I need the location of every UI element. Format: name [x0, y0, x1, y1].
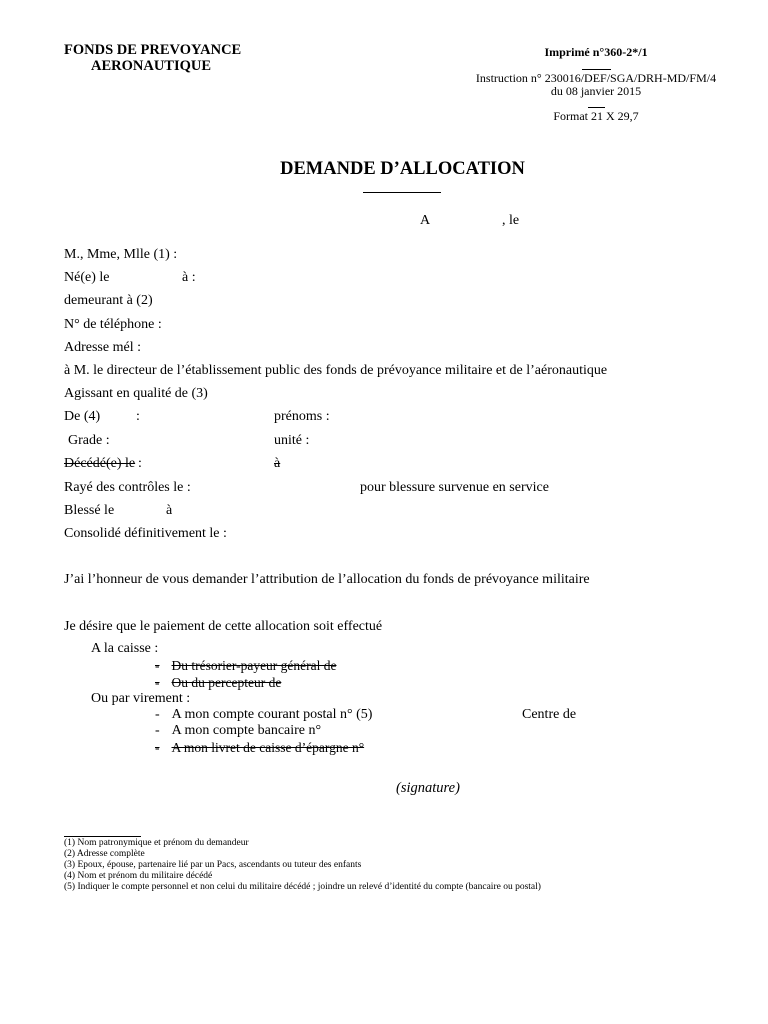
- list-dash: -: [155, 723, 160, 738]
- organization-name: [64, 42, 241, 74]
- request-text: J’ai l’honneur de vous demander l’attribution de l’allocation du fonds de prévoyance militaire: [64, 572, 590, 587]
- divider: [588, 107, 605, 108]
- cash-label: A la caisse :: [91, 641, 159, 656]
- transfer-option: [155, 740, 364, 756]
- footnote-separator: [64, 836, 141, 837]
- wounded-place-field: à: [166, 503, 173, 518]
- footnotes: [64, 838, 541, 893]
- deceased-place-field: à: [274, 456, 281, 471]
- footnote: (1) Nom patronymique et prénom du demandeur: [64, 838, 249, 848]
- place-label: A: [420, 213, 431, 228]
- instruction-number: Instruction n° 230016/DEF/SGA/DRH-MD/FM/4: [475, 71, 717, 85]
- transfer-option-label: A mon livret de caisse d’épargne n°: [171, 740, 365, 755]
- birth-date-field: Né(e) le: [64, 270, 110, 285]
- list-dash: -: [155, 675, 160, 690]
- footnote: (3) Epoux, épouse, partenaire lié par un Pacs, ascendants ou tuteur des enfants: [64, 860, 362, 870]
- instruction-date: du 08 janvier 2015: [550, 84, 642, 98]
- footnote: (2) Adresse complète: [64, 849, 145, 859]
- civility-field: M., Mme, Mlle (1) :: [64, 247, 178, 262]
- deceased-name-colon: :: [136, 409, 140, 424]
- title-underline: [363, 192, 441, 193]
- injury-note: pour blessure survenue en service: [360, 480, 549, 495]
- list-dash: -: [155, 707, 160, 722]
- acting-as-field: Agissant en qualité de (3): [64, 386, 208, 401]
- signature-label: (signature): [396, 780, 460, 796]
- deceased-date-colon: :: [138, 456, 142, 471]
- postal-centre-field: Centre de: [522, 707, 577, 722]
- deceased-date-field: Décédé(e) le: [64, 456, 136, 471]
- birth-place-field: à :: [182, 270, 196, 285]
- deceased-name-field: De (4): [64, 409, 101, 424]
- payment-intro: Je désire que le paiement de cette allocation soit effectué: [64, 619, 383, 634]
- cash-option: [155, 658, 337, 674]
- cash-option-label: Ou du percepteur de: [171, 675, 282, 690]
- page-title: DEMANDE D’ALLOCATION: [280, 159, 525, 179]
- transfer-option: [155, 707, 372, 723]
- consolidation-field: Consolidé définitivement le :: [64, 526, 227, 541]
- transfer-option-label: A mon compte courant postal n° (5): [171, 707, 373, 722]
- date-label: , le: [502, 213, 520, 228]
- form-number: Imprimé n°360-2*/1: [544, 45, 648, 59]
- footnote: (4) Nom et prénom du militaire décédé: [64, 871, 213, 881]
- residence-field: demeurant à (2): [64, 293, 153, 308]
- org-line-1: FONDS DE PREVOYANCE: [64, 42, 242, 58]
- paper-format: Format 21 X 29,7: [553, 109, 639, 123]
- grade-field: Grade :: [68, 433, 110, 448]
- list-dash: -: [155, 740, 160, 755]
- divider: [582, 69, 611, 70]
- transfer-option-label: A mon compte bancaire n°: [171, 723, 322, 738]
- transfer-label: Ou par virement :: [91, 691, 191, 706]
- transfer-option: [155, 723, 321, 739]
- footnote: (5) Indiquer le compte personnel et non celui du militaire décédé ; joindre un relevé d’identité du compte (bancaire ou postal): [64, 882, 541, 892]
- unit-field: unité :: [274, 433, 310, 448]
- email-field: Adresse mél :: [64, 340, 141, 355]
- recipient-line: à M. le directeur de l’établissement public des fonds de prévoyance militaire et de l’aéronautique: [64, 363, 608, 378]
- struck-off-field: Rayé des contrôles le :: [64, 480, 191, 495]
- org-line-2: AERONAUTIQUE: [91, 58, 212, 74]
- phone-field: N° de téléphone :: [64, 317, 162, 332]
- cash-option: [155, 675, 281, 691]
- first-names-field: prénoms :: [274, 409, 330, 424]
- wounded-date-field: Blessé le: [64, 503, 115, 518]
- list-dash: -: [155, 658, 160, 673]
- instruction-ref: [470, 72, 722, 98]
- cash-option-label: Du trésorier-payeur général de: [171, 658, 337, 673]
